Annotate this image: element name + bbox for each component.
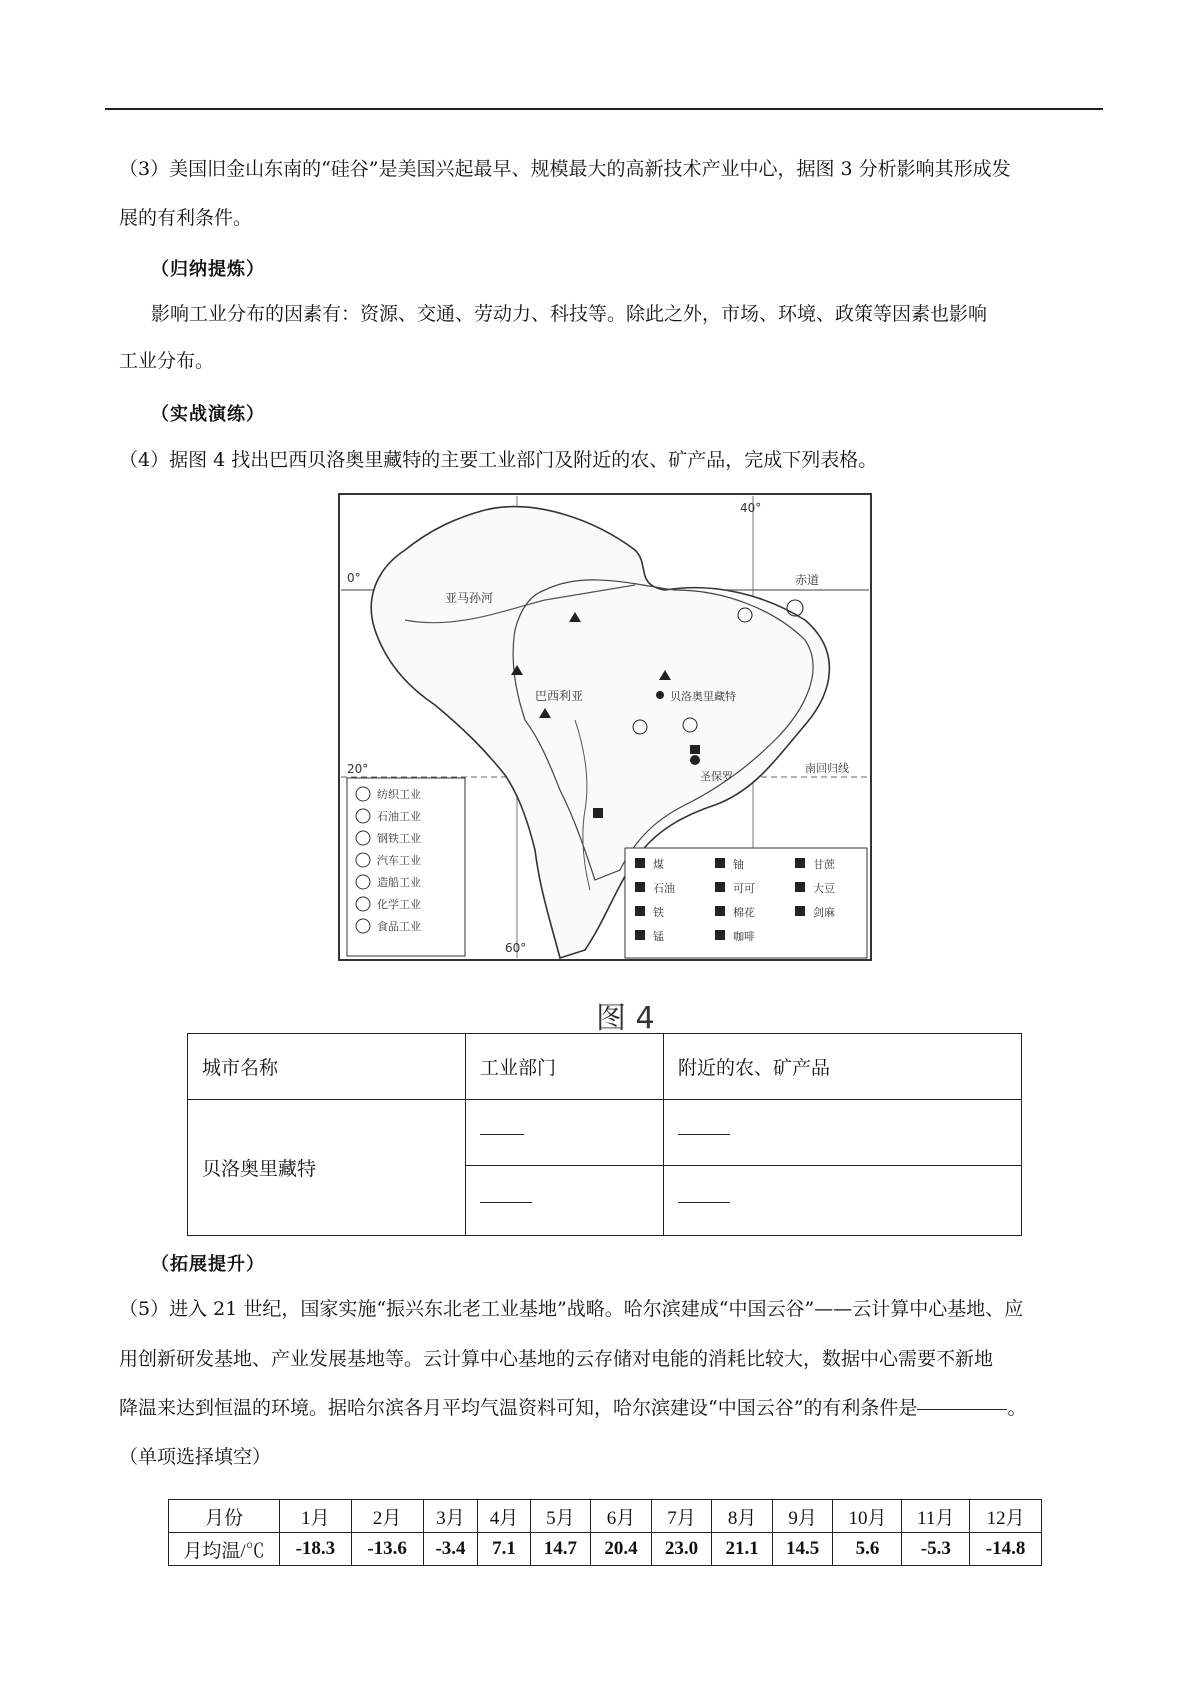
table-header-products: 附近的农、矿产品 <box>664 1034 1022 1100</box>
legend-industry-label: 纺织工业 <box>377 788 421 801</box>
legend-product-icon <box>635 882 645 892</box>
figure-caption: 图 4 <box>596 1001 655 1036</box>
month-cell: 8月 <box>712 1500 773 1533</box>
legend-product-label: 石油 <box>653 882 675 895</box>
tropic-label: 南回归线 <box>805 762 849 775</box>
legend-industry <box>347 778 465 956</box>
answer-blank-product-1[interactable] <box>664 1100 1022 1166</box>
legend-product-label: 咖啡 <box>733 930 755 943</box>
month-cell: 2月 <box>351 1500 423 1533</box>
legend-product-label: 棉花 <box>733 906 755 919</box>
lon-60-label: 60° <box>505 941 527 955</box>
summary-line2: 工业分布。 <box>119 350 215 372</box>
lon-40-label: 40° <box>740 501 762 515</box>
temp-cell: -14.8 <box>970 1533 1042 1566</box>
table-city-cell: 贝洛奥里藏特 <box>188 1100 466 1236</box>
legend-product-icon <box>715 858 725 868</box>
month-header: 月份 <box>169 1500 280 1533</box>
temp-header: 月均温/℃ <box>169 1533 280 1566</box>
legend-industry-label: 食品工业 <box>377 920 421 933</box>
answer-blank-industry-1[interactable] <box>466 1100 664 1166</box>
brazil-industry-map <box>335 490 875 965</box>
q3-line1: （3）美国旧金山东南的“硅谷”是美国兴起最早、规模最大的高新技术产业中心，据图 3 分析影响其形成发 <box>119 158 1011 180</box>
temperature-table <box>168 1499 1042 1566</box>
legend-product-label: 煤 <box>653 858 664 871</box>
lat-0-label: 0° <box>347 571 361 585</box>
lat-20-label: 20° <box>347 762 369 776</box>
answer-blank-product-2[interactable] <box>664 1166 1022 1236</box>
expand-heading: （拓展提升） <box>151 1254 265 1275</box>
temp-cell: -18.3 <box>280 1533 352 1566</box>
legend-product-label: 剑麻 <box>813 906 835 919</box>
amazon-label: 亚马孙河 <box>445 591 494 605</box>
month-cell: 1月 <box>280 1500 352 1533</box>
q5-line2: 用创新研发基地、产业发展基地等。云计算中心基地的云存储对电能的消耗比较大，数据中心需要不新地 <box>119 1348 994 1370</box>
temp-cell: 21.1 <box>712 1533 773 1566</box>
legend-product-icon <box>635 858 645 868</box>
month-cell: 7月 <box>651 1500 712 1533</box>
month-cell: 6月 <box>591 1500 652 1533</box>
legend-product-label: 铁 <box>653 906 664 919</box>
month-cell: 11月 <box>902 1500 970 1533</box>
table-header-industry: 工业部门 <box>466 1034 664 1100</box>
oil-symbol <box>690 745 700 754</box>
temp-cell: -13.6 <box>351 1533 423 1566</box>
temp-cell: 7.1 <box>478 1533 530 1566</box>
sao-paulo-label: 圣保罗 <box>700 770 733 783</box>
brasilia-label: 巴西利亚 <box>535 689 584 703</box>
month-cell: 3月 <box>423 1500 478 1533</box>
q3-line2: 展的有利条件。 <box>119 207 253 229</box>
legend-product-label: 铀 <box>733 858 744 871</box>
q5-note: （单项选择填空） <box>119 1446 272 1468</box>
temp-cell: 23.0 <box>651 1533 712 1566</box>
legend-industry-label: 造船工业 <box>377 876 421 889</box>
temp-cell: 14.5 <box>772 1533 833 1566</box>
belo-city-dot <box>656 691 664 699</box>
legend-product-icon <box>715 906 725 916</box>
temp-cell: -5.3 <box>902 1533 970 1566</box>
legend-industry-label: 钢铁工业 <box>377 832 421 845</box>
legend-product-icon <box>795 906 805 916</box>
legend-product-icon <box>635 906 645 916</box>
legend-industry-label: 石油工业 <box>377 810 421 823</box>
month-cell: 5月 <box>530 1500 591 1533</box>
answer-table <box>187 1033 1022 1236</box>
sao-paulo-dot <box>690 755 700 765</box>
summary-heading: （归纳提炼） <box>151 259 265 280</box>
summary-line1: 影响工业分布的因素有：资源、交通、劳动力、科技等。除此之外，市场、环境、政策等因素也影响 <box>151 303 988 325</box>
legend-product-icon <box>715 882 725 892</box>
q4-text: （4）据图 4 找出巴西贝洛奥里藏特的主要工业部门及附近的农、矿产品，完成下列表格。 <box>119 449 878 471</box>
belo-label: 贝洛奥里藏特 <box>670 690 736 703</box>
q5-line3: 降温来达到恒温的环境。据哈尔滨各月平均气温资料可知，哈尔滨建设“中国云谷”的有利条件是 。 <box>119 1397 1027 1419</box>
legend-product-icon <box>635 930 645 940</box>
top-rule <box>105 108 1103 110</box>
practice-heading: （实战演练） <box>151 404 265 425</box>
month-cell: 10月 <box>833 1500 902 1533</box>
legend-product-icon <box>795 882 805 892</box>
q5-line1: （5）进入 21 世纪，国家实施“振兴东北老工业基地”战略。哈尔滨建成“中国云谷”——云计算中心基地、应 <box>119 1298 1024 1320</box>
month-cell: 4月 <box>478 1500 530 1533</box>
legend-products <box>625 848 867 958</box>
legend-product-label: 甘蔗 <box>813 858 835 871</box>
table-header-city: 城市名称 <box>188 1034 466 1100</box>
legend-industry-label: 化学工业 <box>377 898 421 911</box>
temp-cell: 20.4 <box>591 1533 652 1566</box>
temp-cell: 14.7 <box>530 1533 591 1566</box>
answer-blank-industry-2[interactable] <box>466 1166 664 1236</box>
legend-product-label: 大豆 <box>813 882 835 895</box>
equator-label: 赤道 <box>795 573 820 587</box>
coal-symbol <box>593 808 603 818</box>
legend-product-icon <box>795 858 805 868</box>
q5-answer-blank[interactable] <box>917 1408 1007 1410</box>
legend-product-icon <box>715 930 725 940</box>
temp-cell: 5.6 <box>833 1533 902 1566</box>
month-cell: 12月 <box>970 1500 1042 1533</box>
legend-product-label: 锰 <box>653 930 664 943</box>
legend-product-label: 可可 <box>733 882 755 895</box>
temp-cell: -3.4 <box>423 1533 478 1566</box>
legend-industry-label: 汽车工业 <box>377 854 421 867</box>
month-cell: 9月 <box>772 1500 833 1533</box>
